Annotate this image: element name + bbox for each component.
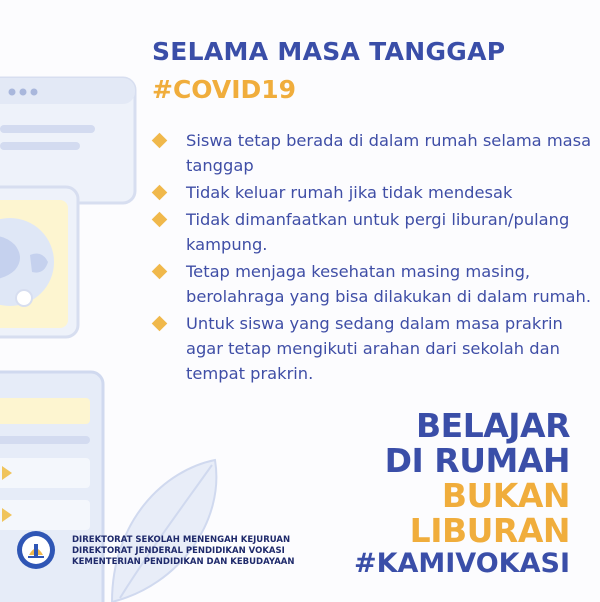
org-line: DIREKTORAT SEKOLAH MENENGAH KEJURUAN xyxy=(72,535,291,545)
list-item-text: Tidak keluar rumah jika tidak mendesak xyxy=(186,183,513,202)
diamond-bullet-icon xyxy=(152,316,168,332)
list-item-text: Tidak dimanfaatkan untuk pergi liburan/pulang kampung. xyxy=(186,210,570,254)
browser-window-illustration xyxy=(0,78,135,203)
diamond-bullet-icon xyxy=(152,185,168,201)
list-item xyxy=(152,311,592,386)
list-item xyxy=(152,180,592,205)
list-item-text: Untuk siswa yang sedang dalam masa prakrin agar tetap mengikuti arahan dari sekolah dan tempat prakrin. xyxy=(186,314,563,383)
list-item-text: Tetap menjaga kesehatan masing masing, berolahraga yang bisa dilakukan di dalam rumah. xyxy=(186,262,592,306)
list-item xyxy=(152,207,592,257)
org-line: KEMENTERIAN PENDIDIKAN DAN KEBUDAYAAN xyxy=(72,557,295,567)
org-line: DIREKTORAT JENDERAL PENDIDIKAN VOKASI xyxy=(72,546,285,556)
covid-hashtag: #COVID19 xyxy=(152,75,297,104)
slogan-line: BELAJAR xyxy=(416,406,570,445)
leaf-illustration xyxy=(112,460,216,602)
list-item xyxy=(152,259,592,309)
slogan-line: BUKAN xyxy=(441,476,570,515)
slogan-line: DI RUMAH xyxy=(384,441,570,480)
rules-list xyxy=(152,128,592,388)
kamivokasi-hashtag: #KAMIVOKASI xyxy=(353,548,570,579)
slogan-line: LIBURAN xyxy=(409,511,570,550)
diamond-bullet-icon xyxy=(152,133,168,149)
organization-text xyxy=(72,535,294,568)
page-title: SELAMA MASA TANGGAP xyxy=(152,37,506,66)
list-item xyxy=(152,128,592,178)
diamond-bullet-icon xyxy=(152,264,168,280)
diamond-bullet-icon xyxy=(152,212,168,228)
list-item-text: Siswa tetap berada di dalam rumah selama masa tanggap xyxy=(186,131,592,175)
ministry-logo-icon xyxy=(16,530,56,570)
slogan-block xyxy=(354,408,570,580)
globe-illustration xyxy=(0,187,78,337)
